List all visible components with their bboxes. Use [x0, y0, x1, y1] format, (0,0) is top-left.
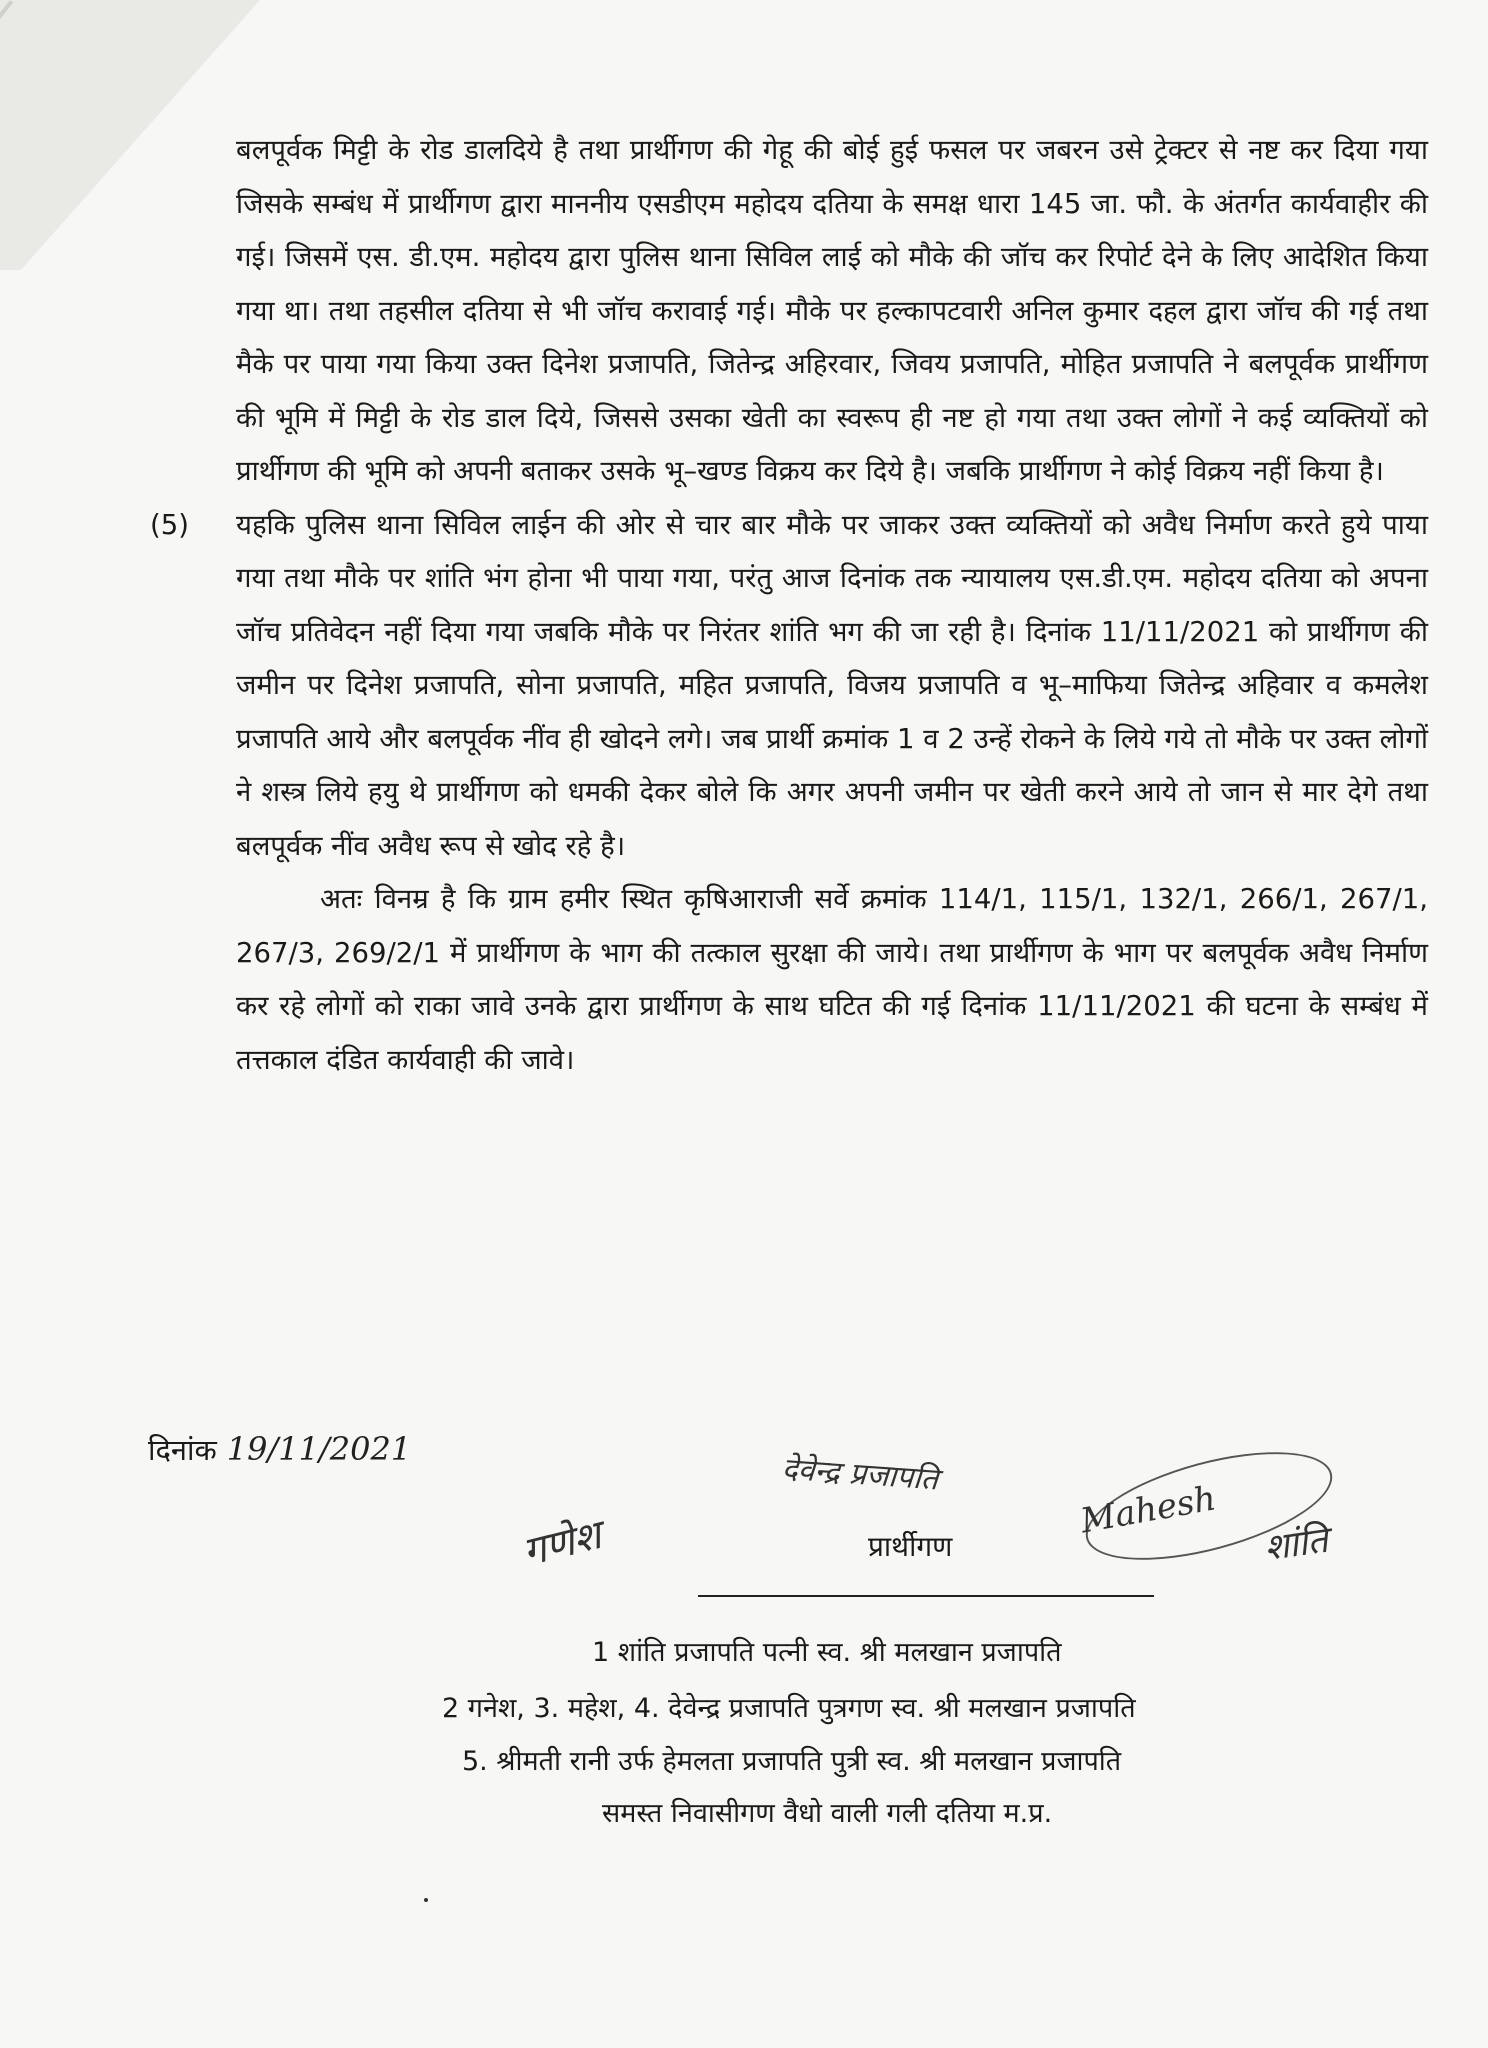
- signature-rule: [698, 1595, 1154, 1597]
- applicants-heading: प्रार्थीगण: [868, 1530, 953, 1563]
- party-line: 1 शांति प्रजापति पत्नी स्व. श्री मलखान प्रजापति: [592, 1637, 1062, 1668]
- folded-corner: [0, 0, 260, 270]
- party-line: 5. श्रीमती रानी उर्फ हेमलता प्रजापति पुत्री स्व. श्री मलखान प्रजापति: [462, 1746, 1122, 1777]
- signature-shanti: शांति: [1261, 1519, 1331, 1570]
- signature-devendra: देवेन्द्र प्रजापति: [780, 1451, 940, 1498]
- signature-mahesh: Mahesh: [1077, 1478, 1219, 1542]
- paragraph-number: (5): [150, 508, 189, 541]
- prayer-paragraph: अतः विनम्र है कि ग्राम हमीर स्थित कृषिआराजी सर्वे क्रमांक 114/1, 115/1, 132/1, 266/1, 267/1, 267/3, 269/2/1 में प्रार्थीगण के भाग की तत्काल सुरक्षा की जाये। तथा प्रार्थीगण के भाग पर बलपूर्वक अवैध निर्माण कर रहे लोगों को राका जावे उनके द्वारा प्रार्थीगण के साथ घटित की गई दिनांक 11/11/2021 की घटना के सम्बंध में तत्तकाल दंडित कार्यवाही की जावे।: [236, 883, 1428, 1076]
- date-value: 19/11/2021: [226, 1430, 412, 1468]
- party-address: समस्त निवासीगण वैधो वाली गली दतिया म.प्र.: [602, 1798, 1053, 1829]
- party-line: 2 गनेश, 3. महेश, 4. देवेन्द्र प्रजापति पुत्रगण स्व. श्री मलखान प्रजापति: [442, 1693, 1136, 1724]
- signature-ganesh: गणेश: [518, 1512, 606, 1576]
- date-line: [148, 1430, 411, 1469]
- paragraph-5: [150, 499, 1428, 874]
- paragraph-continued: बलपूर्वक मिट्टी के रोड डालदिये है तथा प्रार्थीगण की गेहू की बोई हुई फसल पर जबरन उसे ट्रेक्टर से नष्ट कर दिया गया जिसके सम्बंध में प्रार्थीगण द्वारा माननीय एसडीएम महोदय दतिया के समक्ष धारा 145 जा. फौ. के अंतर्गत कार्यवाहीर की गई। जिसमें एस. डी.एम. महोदय द्वारा पुलिस थाना सिविल लाई को मौके की जॉच कर रिपोर्ट देने के लिए आदेशित किया गया था। तथा तहसील दतिया से भी जॉच करावाई गई। मौके पर हल्कापटवारी अनिल कुमार दहल द्वारा जॉच की गई तथा मैके पर पाया गया किया उक्त दिनेश प्रजापति, जितेन्द्र अहिरवार, जिवय प्रजापति, मोहित प्रजापति ने बलपूर्वक प्रार्थीगण की भूमि में मिट्टी के रोड डाल दिये, जिससे उसका खेती का स्वरूप ही नष्ट हो गया तथा उक्त लोगों ने कई व्यक्तियों को प्रार्थीगण की भूमि को अपनी बताकर उसके भू–खण्ड विक्रय कर दिये है। जबकि प्रार्थीगण ने कोई विक्रय नहीं किया है।: [236, 134, 1428, 487]
- date-label: दिनांक: [148, 1433, 217, 1467]
- document-body: [150, 124, 1428, 1087]
- stray-mark: [424, 1898, 428, 1902]
- paragraph-5-text: यहकि पुलिस थाना सिविल लाईन की ओर से चार बार मौके पर जाकर उक्त व्यक्तियों को अवैध निर्माण करते हुये पाया गया तथा मौके पर शांति भंग होना भी पाया गया, परंतु आज दिनांक तक न्यायालय एस.डी.एम. महोदय दतिया को अपना जॉच प्रतिवेदन नहीं दिया गया जबकि मौके पर निरंतर शांति भग की जा रही है। दिनांक 11/11/2021 को प्रार्थीगण की जमीन पर दिनेश प्रजापति, सोना प्रजापति, महित प्रजापति, विजय प्रजापति व भू–माफिया जितेन्द्र अहिवार व कमलेश प्रजापति आये और बलपूर्वक नींव ही खोदने लगे। जब प्रार्थी क्रमांक 1 व 2 उन्हें रोकने के लिये गये तो मौके पर उक्त लोगों ने शस्त्र लिये हयु थे प्रार्थीगण को धमकी देकर बोले कि अगर अपनी जमीन पर खेती करने आये तो जान से मार देगे तथा बलपूर्वक नींव अवैध रूप से खोद रहे है।: [236, 508, 1428, 862]
